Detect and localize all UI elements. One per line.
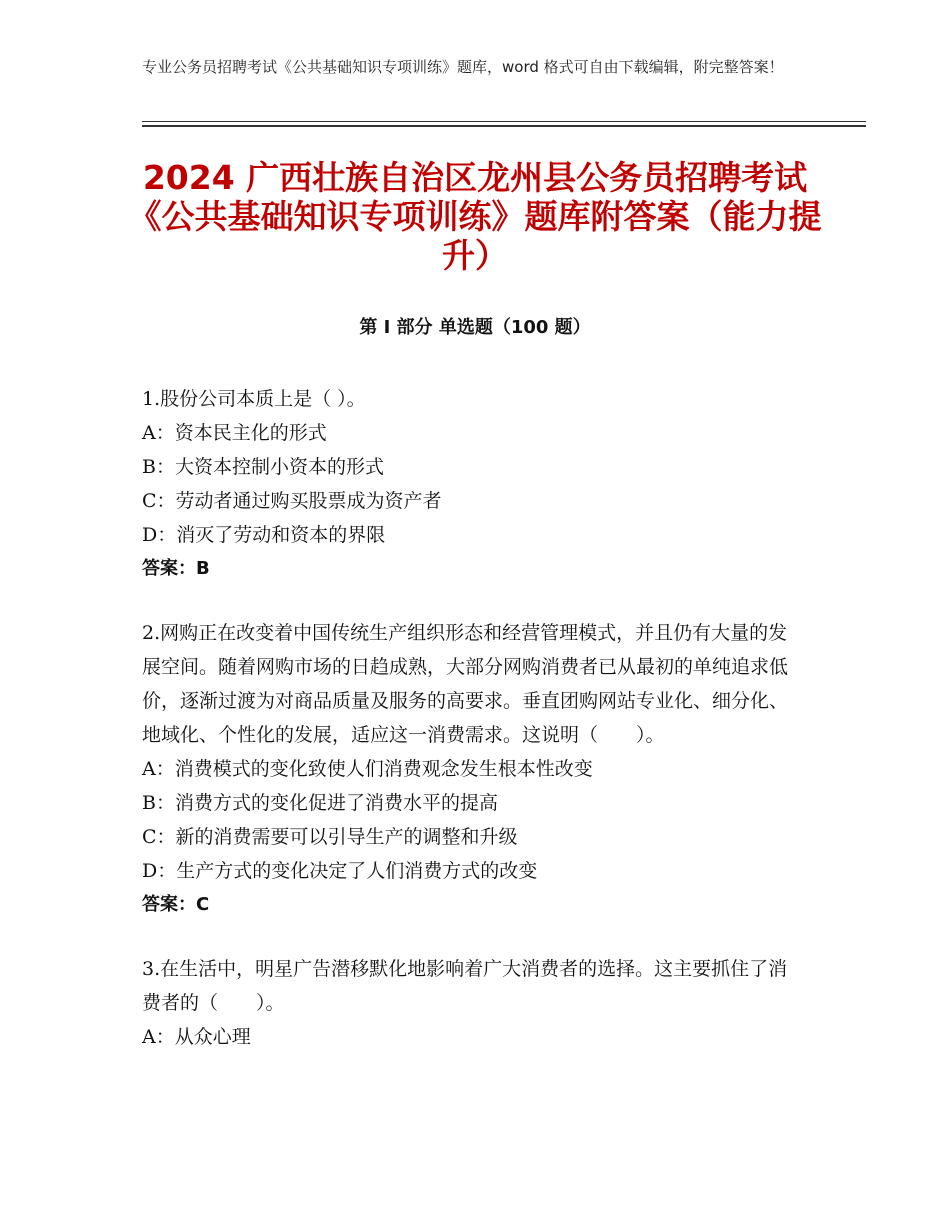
header-note: 专业公务员招聘考试《公共基础知识专项训练》题库，word 格式可自由下载编辑，附完整答案！ — [142, 58, 784, 76]
question-answer: 答案：C — [142, 894, 210, 915]
header-divider-thick — [142, 125, 866, 127]
question-answer: 答案：B — [142, 558, 210, 579]
question-option: C：新的消费需要可以引导生产的调整和升级 — [142, 826, 518, 848]
question-item — [142, 382, 802, 586]
question-option: C：劳动者通过购买股票成为资产者 — [142, 490, 442, 512]
question-option: B：大资本控制小资本的形式 — [142, 456, 384, 478]
section-heading: 第 I 部分 单选题（100 题） — [359, 317, 591, 338]
question-item — [142, 952, 802, 1054]
question-option: A：消费模式的变化致使人们消费观念发生根本性改变 — [142, 758, 593, 780]
question-stem: 1.股份公司本质上是（ ）。 — [142, 388, 366, 410]
question-item — [142, 616, 802, 922]
header-divider-thin — [142, 121, 866, 122]
question-option: B：消费方式的变化促进了消费水平的提高 — [142, 792, 498, 814]
question-stem: 2.网购正在改变着中国传统生产组织形态和经营管理模式，并且仍有大量的发展空间。随着网购市场的日趋成熟，大部分网购消费者已从最初的单纯追求低价，逐渐过渡为对商品质量及服务的高要求。垂直团购网站专业化、细分化、地域化、个性化的发展，适应这一消费需求。这说明（ ）。 — [142, 622, 789, 746]
question-stem: 3.在生活中，明星广告潜移默化地影响着广大消费者的选择。这主要抓住了消费者的（ ）。 — [142, 958, 788, 1014]
question-option: A：资本民主化的形式 — [142, 422, 327, 444]
document-title: 2024 广西壮族自治区龙州县公务员招聘考试《公共基础知识专项训练》题库附答案（能力提升） — [128, 158, 822, 275]
question-list — [142, 382, 802, 1084]
question-option: D：生产方式的变化决定了人们消费方式的改变 — [142, 860, 538, 882]
question-option: D：消灭了劳动和资本的界限 — [142, 524, 386, 546]
question-option: A：从众心理 — [142, 1026, 251, 1048]
